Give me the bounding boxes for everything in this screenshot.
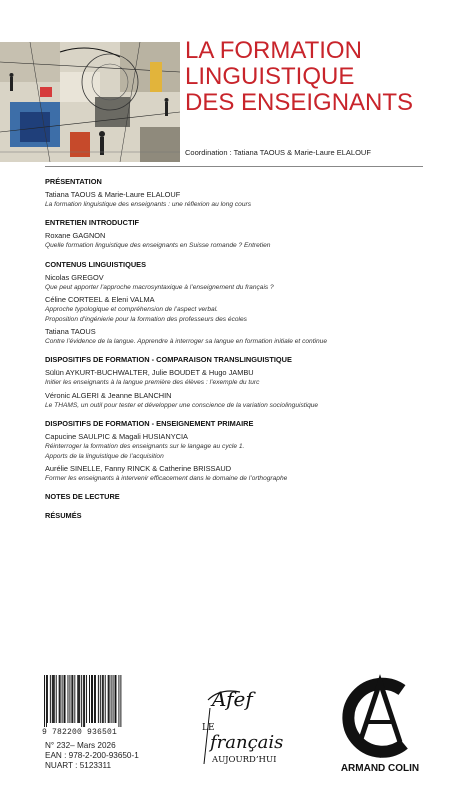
divider (45, 166, 423, 167)
section-heading: RÉSUMÉS (45, 511, 82, 521)
barcode-bar (86, 675, 87, 723)
section-heading: NOTES DE LECTURE (45, 492, 120, 502)
barcode-bar (109, 675, 110, 723)
barcode-bar (84, 675, 85, 727)
barcode-bar (46, 675, 47, 727)
barcode-bar (94, 675, 95, 723)
toc-section (45, 510, 425, 521)
entry-author: Tatiana TAOUS & Marie-Laure ELALOUF (45, 190, 181, 199)
title-line: DES ENSEIGNANTS (185, 89, 414, 116)
barcode-bar (72, 675, 73, 723)
section-heading: PRÉSENTATION (45, 177, 102, 186)
barcode (42, 675, 122, 727)
barcode-bar (44, 675, 45, 727)
toc-entry (45, 231, 425, 250)
barcode-bar (115, 675, 116, 723)
section-heading: DISPOSITIFS DE FORMATION - ENSEIGNEMENT PRIMAIRE (45, 419, 254, 429)
barcode-bar (100, 675, 101, 723)
title-line: LA FORMATION (185, 37, 362, 64)
toc-entry (45, 432, 425, 461)
toc-entry (45, 295, 425, 324)
toc-section (45, 418, 425, 483)
entry-title: Le THAMS, un outil pour tester et développer une conscience de la variation sociolinguistique (45, 401, 319, 409)
entry-author: Sülün AYKURT-BUCHWALTER, Julie BOUDET & Hugo JAMBU (45, 368, 254, 378)
toc-entry (45, 190, 425, 209)
barcode-bar (78, 675, 79, 723)
barcode-bar (103, 675, 104, 723)
barcode-bar (79, 675, 80, 723)
toc-entry (45, 273, 425, 292)
entry-author: Tatiana TAOUS (45, 327, 96, 337)
barcode-bar (95, 675, 96, 723)
afef-logo (190, 678, 290, 778)
toc-entry (45, 368, 425, 387)
ac-monogram: AC (379, 758, 381, 759)
entry-title: Proposition d’ingénierie pour la formation des professeurs des écoles (45, 315, 247, 323)
barcode-bar (116, 675, 117, 723)
afef-aujourdhui: AUJOURD’HUI (212, 755, 277, 765)
entry-title: Réinterroger la formation des enseignants sur le langage au cycle 1. (45, 443, 245, 451)
issue-number: N° 232– Mars 2026 (45, 741, 116, 750)
entry-author: Céline CORTEEL & Eleni VALMA (45, 295, 155, 305)
barcode-bar (105, 675, 106, 723)
ean-code: EAN : 978-2-200-93650-1 (45, 751, 139, 760)
entry-title: Que peut apporter l’approche macrosyntaxique à l’enseignement du français ? (45, 283, 274, 291)
barcode-bar (92, 675, 93, 723)
barcode-bar (113, 675, 114, 723)
section-heading: DISPOSITIFS DE FORMATION - COMPARAISON TRANSLINGUISTIQUE (45, 355, 292, 365)
entry-author: Véronic ALGERI & Jeanne BLANCHIN (45, 390, 172, 400)
toc-section (45, 259, 425, 347)
entry-author: Roxane GAGNON (45, 231, 106, 241)
barcode-bar (77, 675, 78, 723)
entry-title: Former les enseignants à intervenir efficacement dans le domaine de l’orthographe (45, 475, 288, 483)
coordination-credit: Coordination : Tatiana TAOUS & Marie-Laure ELALOUF (185, 148, 371, 157)
barcode-bar (59, 675, 60, 723)
afef-francais: français (210, 732, 284, 753)
toc-section (45, 176, 425, 209)
barcode-bar (64, 675, 65, 723)
afef-wordmark: Afef (212, 687, 253, 711)
barcode-bar (111, 675, 112, 723)
barcode-bar (71, 675, 72, 723)
barcode-bar (74, 675, 75, 723)
entry-author: Capucine SAULPIC & Magali HUSIANYCIA (45, 432, 188, 442)
entry-author: Aurélie SINELLE, Fanny RINCK & Catherine BRISSAUD (45, 464, 232, 474)
toc-section (45, 217, 425, 250)
barcode-bar (60, 675, 61, 723)
entry-title: Initier les enseignants à la langue première des élèves : l’exemple du turc (45, 379, 260, 387)
title-line: LINGUISTIQUE (185, 63, 355, 90)
entry-title: Approche typologique et compréhension de l’aspect verbal. (45, 306, 219, 314)
entry-title: La formation linguistique des enseignants : une réflexion au long cours (45, 201, 252, 208)
entry-title: Contre l’évidence de la langue. Apprendre à interroger sa langue en formation initiale et continue (45, 338, 328, 346)
barcode-bar (68, 675, 69, 723)
barcode-digits: 9 782200 936501 (42, 728, 118, 737)
barcode-bar (62, 675, 63, 723)
barcode-bar (56, 675, 57, 723)
afef-le: LE (202, 723, 215, 733)
toc-section (45, 491, 425, 502)
toc-section (45, 354, 425, 410)
barcode-bar (53, 675, 54, 723)
barcode-bar (83, 675, 84, 727)
barcode-bar (98, 675, 99, 723)
barcode-bar (91, 675, 92, 723)
barcode-bar (108, 675, 109, 723)
barcode-bar (81, 675, 82, 727)
section-heading: CONTENUS LINGUISTIQUES (45, 259, 147, 269)
barcode-bar (69, 675, 70, 723)
barcode-bar (65, 675, 66, 723)
toc-entry (45, 464, 425, 483)
barcode-bar (118, 675, 119, 727)
barcode-bar (102, 675, 103, 723)
toc-entry (45, 391, 425, 410)
barcode-bar (47, 675, 48, 723)
barcode-bar (120, 675, 121, 727)
nuart-code: NUART : 5123311 (45, 761, 111, 770)
entry-author: Nicolas GREGOV (45, 272, 104, 282)
entry-title: Quelle formation linguistique des enseignants en Suisse romande ? Entretien (45, 242, 271, 250)
barcode-bar (52, 675, 53, 723)
book-title (185, 38, 413, 116)
barcode-bar (89, 675, 90, 723)
bibliographic-info (45, 741, 139, 771)
entry-title: Apports de la linguistique de l’acquisition (45, 452, 164, 460)
section-heading: ENTRETIEN INTRODUCTIF (45, 218, 140, 228)
barcode-bar (54, 675, 55, 723)
toc-entry (45, 327, 425, 346)
publisher-name: ARMAND COLIN (340, 763, 420, 774)
table-of-contents (45, 176, 425, 529)
cover-illustration (0, 42, 180, 162)
barcode-bar (50, 675, 51, 723)
